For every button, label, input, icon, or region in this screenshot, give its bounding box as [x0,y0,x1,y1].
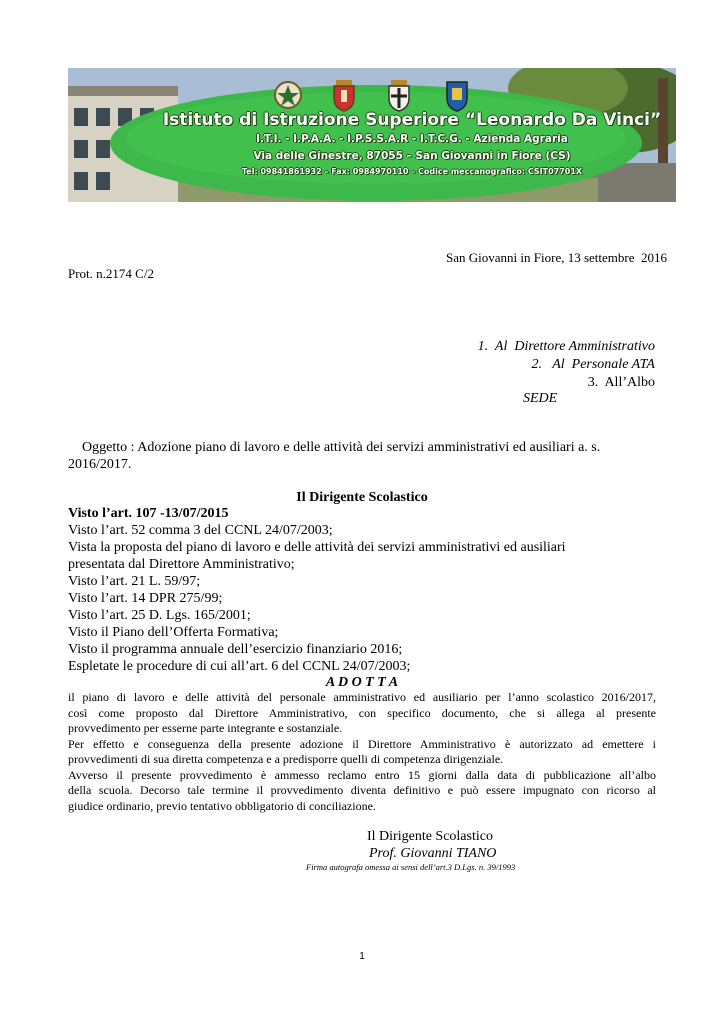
place-date: San Giovanni in Fiore, 13 settembre 2016 [446,250,667,265]
visto-line: Visto l’art. 52 comma 3 del CCNL 24/07/2003; [68,523,333,538]
protocol-number: Prot. n.2174 C/2 [68,266,154,281]
visto-line: presentata dal Direttore Amministrativo; [68,557,295,572]
visto-line: Visto l’art. 14 DPR 275/99; [68,591,223,606]
town-crest-icon [331,78,357,112]
body-line: provvedimenti di sua diretta competenza e a predisporre quelli di competenza dirigenziale. [68,752,504,766]
visto-line: Visto l’art. 21 L. 59/97; [68,574,201,589]
recipient-3: 3. All’Albo [587,375,655,390]
signature-note: Firma autografa omessa ai sensi dell’art.3 D.Lgs. n. 39/1993 [306,862,516,872]
visto-line: Vista la proposta del piano di lavoro e delle attività dei servizi amministrativi ed ausiliari [68,540,566,555]
page-number: 1 [359,951,365,962]
subject-line-1: Oggetto : Adozione piano di lavoro e delle attività dei servizi amministrativi ed ausiliari a. s. [82,440,601,455]
visto-line: Visto il programma annuale dell’esercizio finanziario 2016; [68,642,403,657]
body-line: provvedimento per esserne parte integrante e sostanziale. [68,721,343,735]
institute-address: Via delle Ginestre, 87055 – San Giovanni in Fiore (CS) [253,150,571,162]
body-line: Avverso il presente provvedimento è ammesso reclamo entro 15 giorni dalla data di pubblicazione all’albo [68,767,656,782]
province-crest-icon [386,78,412,112]
institute-contacts: Tel: 09841861932 – Fax: 0984970110 – Codice meccanografico: CSIT07701X [241,167,583,176]
visto-line: Visto l’art. 25 D. Lgs. 165/2001; [68,608,251,623]
signature-name: Prof. Giovanni TIANO [369,846,497,861]
adotta-heading: A D O T T A [325,675,399,690]
issuer-heading: Il Dirigente Scolastico [296,490,428,505]
body-line: Per effetto e conseguenza della presente adozione il Direttore Amministrativo è autorizzato ad emettere i [68,736,656,751]
signature-role: Il Dirigente Scolastico [367,829,493,844]
visto-line: Visto il Piano dell’Offerta Formativa; [68,625,279,640]
recipient-sede: SEDE [523,391,558,406]
body-line: il piano di lavoro e delle attività del personale amministrativo ed ausiliario per l’anno scolastico 2016/2017, [68,690,656,704]
header-banner [68,68,676,202]
institute-branches: I.T.I. - I.P.A.A. - I.P.S.S.A.R - I.T.C.G. - Azienda Agraria [256,133,568,145]
italy-emblem-icon [273,80,303,110]
body-line: giudice ordinario, previo tentativo obbligatorio di conciliazione. [68,798,376,813]
recipient-2: 2. Al Personale ATA [531,357,655,372]
region-crest-icon [444,78,470,112]
recipient-1: 1. Al Direttore Amministrativo [477,339,655,354]
visto-bold: Visto l’art. 107 -13/07/2015 [68,506,229,521]
body-line: della scuola. Decorso tale termine il provvedimento diventa definitivo e può essere impugnato con ricorso al [68,783,656,797]
body-line: così come proposto dal Direttore Amministrativo, con specifico documento, che si allega al presente [68,705,656,720]
body-text [68,690,656,814]
subject-line-2: 2016/2017. [68,457,132,472]
visto-line: Espletate le procedure di cui all’art. 6 del CCNL 24/07/2003; [68,659,411,674]
institute-name: Istituto di Istruzione Superiore “Leonardo Da Vinci” [162,110,662,130]
